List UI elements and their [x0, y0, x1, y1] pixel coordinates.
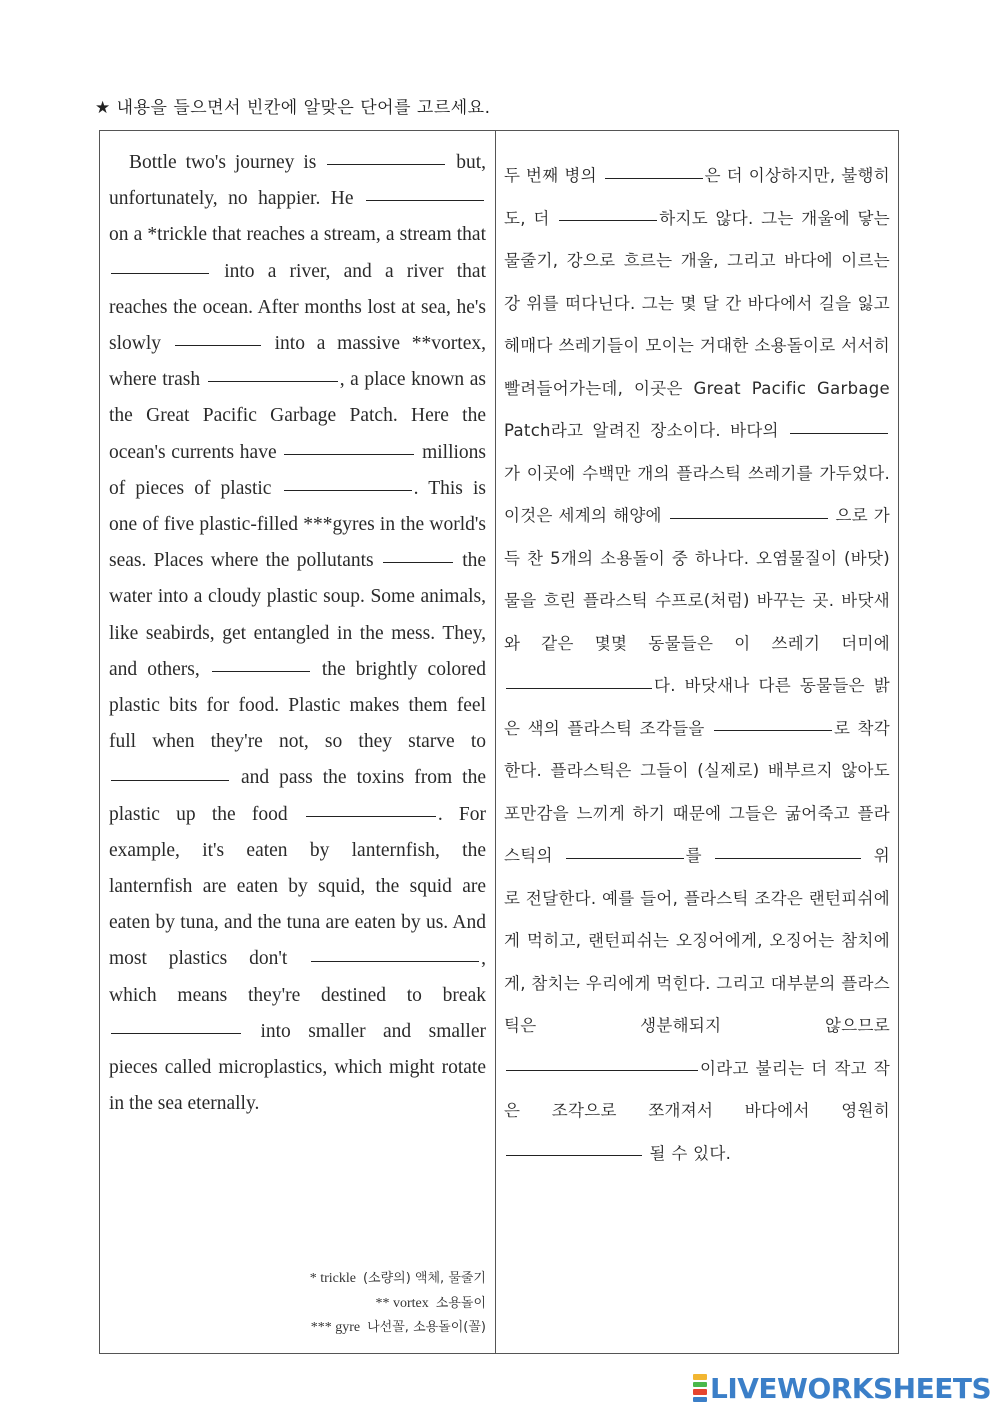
blank-en-7[interactable]	[284, 489, 412, 491]
en-text-2: but, unfortunately, no happier. He	[109, 152, 486, 210]
en-text-10: the brightly colored plastic bits for food. Plastic makes them feel full when they're not, so they starve to	[109, 658, 487, 753]
blank-ko-8[interactable]	[715, 857, 861, 859]
blank-en-12[interactable]	[311, 960, 479, 962]
worksheet-table	[99, 130, 899, 1354]
en-text-9: the water into a cloudy plastic soup. Some animals, like seabirds, get entangled in the mess. They, and others,	[109, 550, 487, 680]
blank-en-13[interactable]	[111, 1032, 241, 1034]
en-text-3: on a *trickle that reaches a stream, a stream that	[109, 224, 486, 246]
blank-ko-9[interactable]	[506, 1069, 698, 1071]
ko-text-1: 두 번째 병의	[504, 166, 597, 185]
ko-text-4: 가 이곳에 수백만 개의 플라스틱 쓰레기를 가두었다. 이것은 세계의 해양에	[504, 463, 890, 525]
en-text-11: and pass the toxins from the plastic up the food	[109, 767, 487, 825]
blank-ko-3[interactable]	[790, 432, 888, 434]
badge-bar	[693, 1374, 707, 1380]
blank-ko-2[interactable]	[559, 219, 657, 221]
en-text-12: . For example, it's eaten by lanternfish, the lanternfish are eaten by squid, the squid are eaten by tuna, and the tuna are eaten by us. And most plastics don't	[109, 803, 487, 970]
ko-text-2: 은 더 이상하지만, 불행히도, 더	[504, 166, 890, 228]
blank-en-5[interactable]	[208, 380, 338, 382]
footnote-vortex: ** vortex 소용돌이	[375, 1295, 486, 1311]
ko-text-7: 로 착각한다. 플라스틱은 그들이 (실제로) 배부르지 않아도 포만감을 느끼게 하기 때문에 그들은 굶어죽고 플라스틱의	[504, 718, 891, 865]
blank-en-6[interactable]	[284, 453, 414, 455]
liveworksheets-logo	[693, 1372, 991, 1404]
ko-text-9: 위로 전달한다. 예를 들어, 플라스틱 조각은 랜턴피쉬에게 먹히고, 랜턴피쉬는 오징어에게, 오징어는 참치에게, 참치는 우리에게 먹힌다. 그리고 대부분의 플라스틱은 생분해되지 않으므로	[504, 846, 891, 1035]
korean-translation	[504, 155, 890, 1175]
en-text-13: , which means they're destined to break	[109, 948, 486, 1006]
footnote-gyre: *** gyre 나선꼴, 소용돌이(꼴)	[310, 1320, 486, 1335]
blank-en-8[interactable]	[383, 561, 453, 563]
blank-en-3[interactable]	[111, 272, 209, 274]
logo-text: LIVEWORKSHEETS	[710, 1371, 992, 1405]
en-text-1: Bottle two's journey is	[129, 152, 317, 173]
en-text-14: into smaller and smaller pieces called microplastics, which might rotate in the sea eternally.	[109, 1020, 486, 1115]
instruction-heading: ★ 내용을 들으면서 빈칸에 알맞은 단어를 고르세요.	[95, 98, 491, 118]
blank-en-9[interactable]	[212, 670, 310, 672]
blank-en-10[interactable]	[111, 779, 229, 781]
blank-en-4[interactable]	[175, 344, 261, 346]
footnotes	[310, 1267, 486, 1341]
blank-en-11[interactable]	[306, 815, 436, 817]
en-text-5: into a massive **vortex, where trash	[109, 333, 486, 391]
badge-bar	[693, 1382, 707, 1388]
blank-ko-6[interactable]	[714, 729, 832, 731]
blank-en-1[interactable]	[327, 163, 445, 165]
blank-ko-10[interactable]	[506, 1154, 642, 1156]
english-passage	[109, 145, 486, 1122]
blank-ko-7[interactable]	[566, 857, 684, 859]
badge-bar	[693, 1389, 707, 1395]
en-text-4: into a river, and a river that reaches the ocean. After months lost at sea, he's slowly	[109, 260, 487, 355]
badge-bar	[693, 1397, 707, 1403]
ko-text-6: 다. 바닷새나 다른 동물들은 밝은 색의 플라스틱 조각들을	[504, 676, 890, 738]
footnote-trickle: * trickle (소량의) 액체, 물줄기	[309, 1271, 486, 1286]
blank-ko-1[interactable]	[605, 177, 703, 179]
ko-text-8: 를	[685, 846, 702, 865]
ko-text-11: 될 수 있다.	[649, 1143, 732, 1163]
logo-badge-icon	[693, 1374, 707, 1402]
ko-text-5: 으로 가득 찬 5개의 소용돌이 중 하나다. 오염물질이 (바닷)물을 흐린 플라스틱 수프로(처럼) 바꾸는 곳. 바닷새와 같은 몇몇 동물들은 이 쓰레기 더미에	[504, 506, 890, 653]
ko-text-10: 이라고 불리는 더 작고 작은 조각으로 쪼개져서 바다에서 영원히	[504, 1058, 890, 1120]
blank-en-2[interactable]	[366, 199, 484, 201]
en-text-6: , a place known as the Great Pacific Garbage Patch. Here the ocean's currents have	[109, 369, 486, 463]
blank-ko-4[interactable]	[670, 517, 828, 519]
column-divider	[495, 131, 496, 1353]
blank-ko-5[interactable]	[506, 687, 652, 689]
ko-text-3: 하지도 않다. 그는 개울에 닿는 물줄기, 강으로 흐르는 개울, 그리고 바다에 이르는 강 위를 떠다닌다. 그는 몇 달 간 바다에서 길을 잃고 헤매다 쓰레기들이 모이는 거대한 소용돌이로 서서히 빨려들어가는데, 이곳은 Great Pacific Garbage Patch라고 알려진 장소이다. 바다의	[504, 208, 890, 440]
en-text-7: millions of pieces of plastic	[109, 441, 486, 499]
en-text-8: . This is one of five plastic-filled ***gyres in the world's seas. Places where the pollutants	[109, 477, 486, 572]
